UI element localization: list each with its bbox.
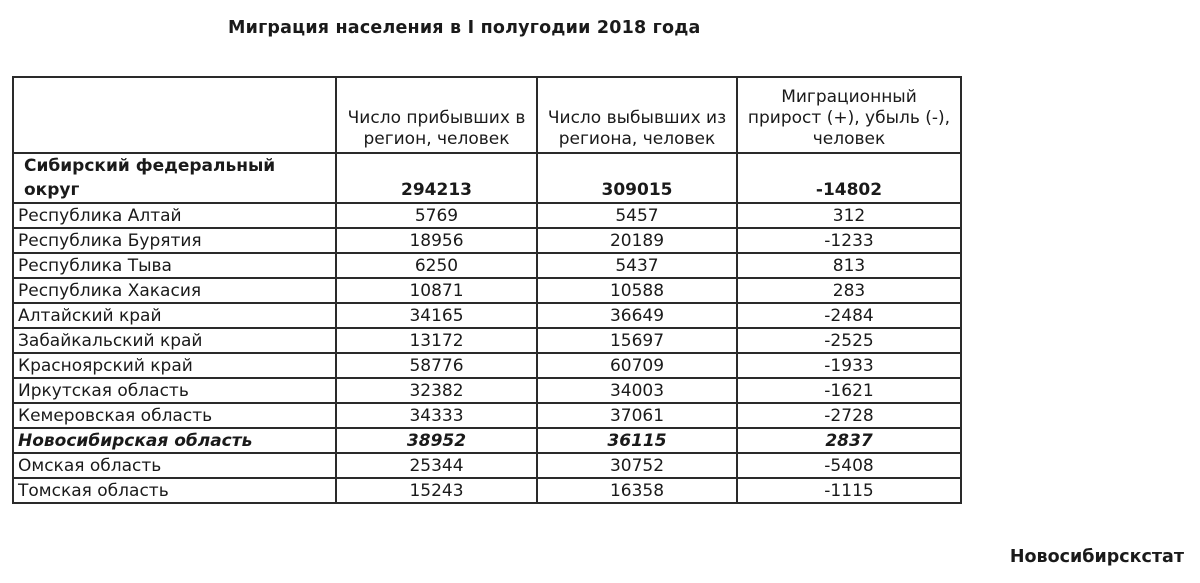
migration-table <box>12 76 962 504</box>
net-cell: 813 <box>737 253 961 278</box>
arrived-cell: 18956 <box>336 228 537 253</box>
net-cell: 2837 <box>737 428 961 453</box>
net-cell: -1233 <box>737 228 961 253</box>
table-row <box>13 353 961 378</box>
table-row <box>13 403 961 428</box>
departed-cell: 36115 <box>537 428 737 453</box>
arrived-cell: 13172 <box>336 328 537 353</box>
departed-cell: 60709 <box>537 353 737 378</box>
departed-cell: 37061 <box>537 403 737 428</box>
net-cell: -2484 <box>737 303 961 328</box>
total-departed-cell: 309015 <box>537 153 737 203</box>
table-header-row <box>13 77 961 153</box>
table-row <box>13 278 961 303</box>
table-row <box>13 453 961 478</box>
arrived-cell: 6250 <box>336 253 537 278</box>
region-cell: Омская область <box>13 453 336 478</box>
header-arrived: Число прибывших в регион, человек <box>336 77 537 153</box>
header-net: Миграционный прирост (+), убыль (-), человек <box>737 77 961 153</box>
arrived-cell: 25344 <box>336 453 537 478</box>
region-cell: Томская область <box>13 478 336 503</box>
total-row <box>13 153 961 203</box>
table-row <box>13 228 961 253</box>
region-cell: Красноярский край <box>13 353 336 378</box>
net-cell: -1621 <box>737 378 961 403</box>
region-cell: Забайкальский край <box>13 328 336 353</box>
departed-cell: 5457 <box>537 203 737 228</box>
departed-cell: 10588 <box>537 278 737 303</box>
net-cell: -2525 <box>737 328 961 353</box>
header-region <box>13 77 336 153</box>
table-row <box>13 328 961 353</box>
table-row <box>13 478 961 503</box>
net-cell: 312 <box>737 203 961 228</box>
arrived-cell: 10871 <box>336 278 537 303</box>
page-title: Миграция населения в I полугодии 2018 года <box>228 18 701 38</box>
total-region-cell: Сибирский федеральный округ <box>13 153 336 203</box>
arrived-cell: 58776 <box>336 353 537 378</box>
highlighted-table-row <box>13 428 961 453</box>
region-cell: Новосибирская область <box>13 428 336 453</box>
net-cell: -2728 <box>737 403 961 428</box>
net-cell: -1115 <box>737 478 961 503</box>
total-arrived-cell: 294213 <box>336 153 537 203</box>
departed-cell: 36649 <box>537 303 737 328</box>
region-cell: Республика Хакасия <box>13 278 336 303</box>
region-cell: Республика Тыва <box>13 253 336 278</box>
arrived-cell: 34165 <box>336 303 537 328</box>
departed-cell: 34003 <box>537 378 737 403</box>
region-cell: Республика Алтай <box>13 203 336 228</box>
table-row <box>13 303 961 328</box>
arrived-cell: 38952 <box>336 428 537 453</box>
net-cell: -5408 <box>737 453 961 478</box>
table-row <box>13 378 961 403</box>
header-departed: Число выбывших из региона, человек <box>537 77 737 153</box>
net-cell: -1933 <box>737 353 961 378</box>
source-label: Новосибирскстат <box>1009 547 1184 567</box>
arrived-cell: 15243 <box>336 478 537 503</box>
region-cell: Кемеровская область <box>13 403 336 428</box>
departed-cell: 5437 <box>537 253 737 278</box>
departed-cell: 15697 <box>537 328 737 353</box>
arrived-cell: 34333 <box>336 403 537 428</box>
departed-cell: 16358 <box>537 478 737 503</box>
region-cell: Республика Бурятия <box>13 228 336 253</box>
table-row <box>13 253 961 278</box>
region-cell: Иркутская область <box>13 378 336 403</box>
departed-cell: 30752 <box>537 453 737 478</box>
table-row <box>13 203 961 228</box>
arrived-cell: 5769 <box>336 203 537 228</box>
departed-cell: 20189 <box>537 228 737 253</box>
arrived-cell: 32382 <box>336 378 537 403</box>
total-net-cell: -14802 <box>737 153 961 203</box>
net-cell: 283 <box>737 278 961 303</box>
region-cell: Алтайский край <box>13 303 336 328</box>
